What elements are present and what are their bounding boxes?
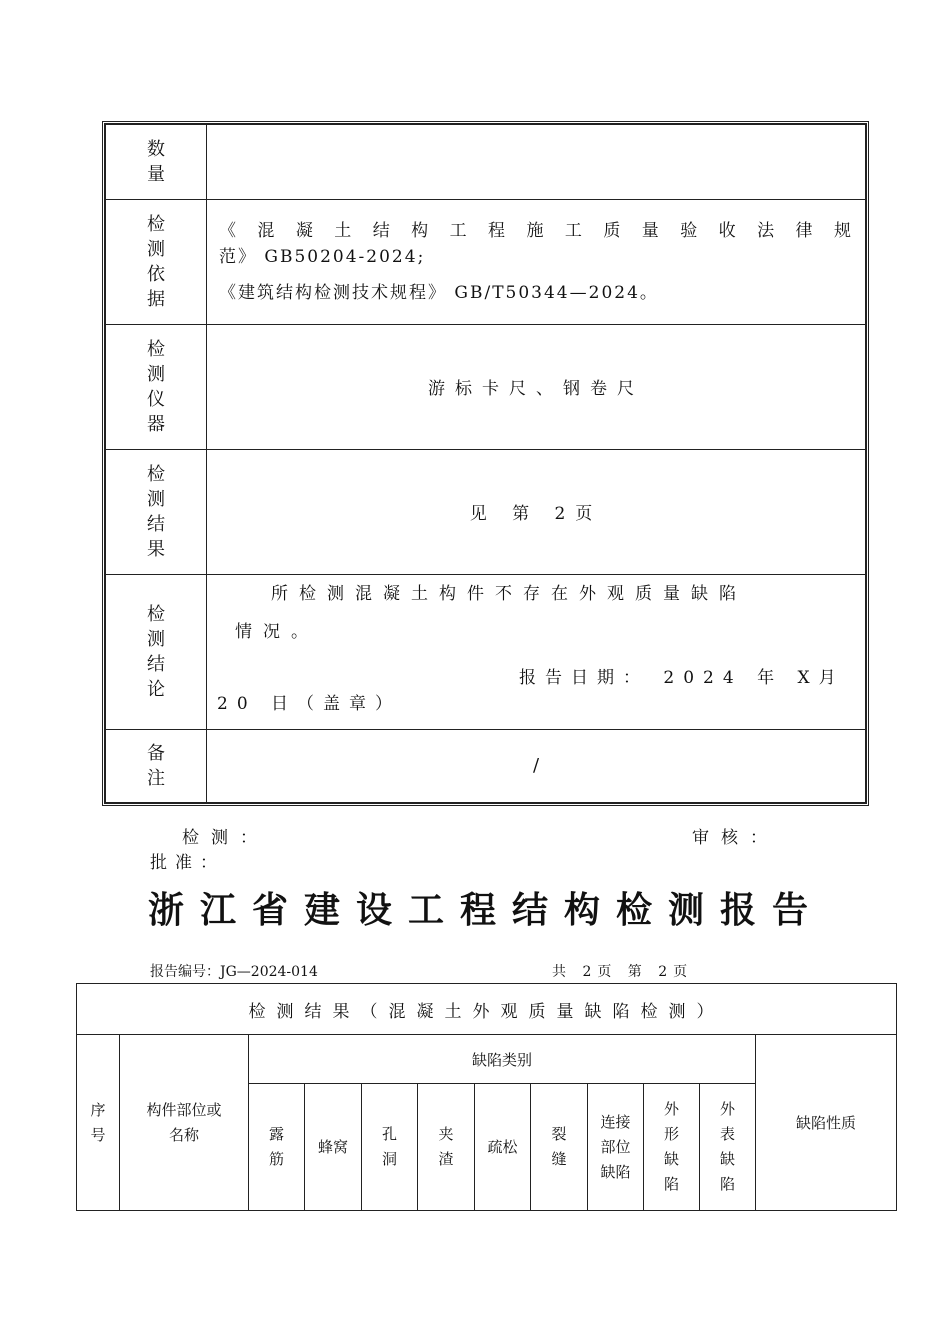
result-value: 见 第 2页 [207,449,867,574]
report-date-line-1: 报告日期： 2024 年 X月 [519,667,845,688]
signature-approve: 批准： [150,853,225,873]
report-number: 报告编号：JG—2024-014 [150,964,318,980]
signature-review: 审核： [692,828,779,848]
report-title: 浙江省建设工程结构检测报告 [148,890,825,931]
col-honeycomb: 蜂窝 [305,1084,362,1211]
conclusion-value [207,574,867,729]
col-crack: 裂 缝 [531,1084,588,1211]
conclusion-line-1: 所检测混凝土构件不存在外观质量缺陷 [271,583,747,604]
instrument-label: 检 测 仪 器 [105,324,207,449]
results-header: 检测结果（混凝土外观质量缺陷检测） [77,984,897,1035]
conclusion-label: 检 测 结 论 [105,574,207,729]
page-count: 共 2页 第 2页 [552,964,694,980]
col-shape-defect: 外 形 缺 陷 [644,1084,700,1211]
col-hole: 孔 洞 [362,1084,418,1211]
col-surface-defect: 外 表 缺 陷 [700,1084,756,1211]
quantity-value [207,124,867,199]
basis-line-1a: 《混凝土结构工程施工质量验收法律规 [219,220,853,241]
basis-value [207,199,867,324]
note-value: / [207,729,867,803]
results-table [76,983,897,1211]
basis-line-1b: 范》 GB50204-2024; [219,246,426,267]
basis-label: 检 测 依 据 [105,199,207,324]
col-slag-inclusion: 夹 渣 [418,1084,475,1211]
col-seq: 序 号 [77,1035,120,1211]
col-member: 构件部位或 名称 [120,1035,249,1211]
col-defect-category: 缺陷类别 [249,1035,756,1084]
col-defect-nature: 缺陷性质 [756,1035,897,1211]
quantity-label: 数 量 [105,124,207,199]
col-joint-defect: 连接 部位 缺陷 [588,1084,644,1211]
conclusion-line-2: 情况。 [235,621,319,642]
result-label: 检 测 结 果 [105,449,207,574]
note-label: 备 注 [105,729,207,803]
signature-test: 检测： [182,828,269,848]
report-date-line-2: 20 日（盖章） [217,693,402,714]
basis-line-2: 《建筑结构检测技术规程》 GB/T50344—2024。 [219,282,659,303]
col-exposed-rebar: 露 筋 [249,1084,305,1211]
info-table [104,123,867,804]
instrument-value: 游标卡尺、钢卷尺 [207,324,867,449]
col-looseness: 疏松 [475,1084,531,1211]
